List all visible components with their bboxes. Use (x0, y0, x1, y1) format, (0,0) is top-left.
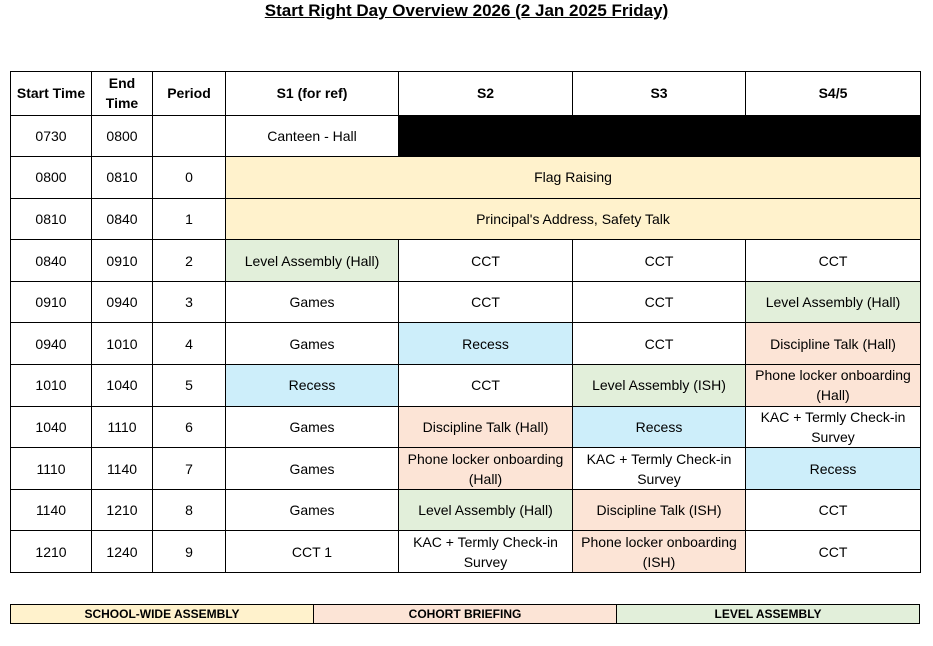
s2-cell: Discipline Talk (Hall) (399, 406, 573, 448)
s3-cell: CCT (573, 323, 746, 365)
cell-edge-mark (920, 199, 921, 214)
s2-cell: Recess (399, 323, 573, 365)
table-row (11, 240, 921, 282)
end-time-cell: 0810 (92, 157, 153, 199)
table-row (11, 406, 921, 448)
end-time-cell: 0910 (92, 240, 153, 282)
end-time-cell: 1240 (92, 531, 153, 573)
s1-cell: Games (226, 448, 399, 490)
s45-cell: CCT (746, 240, 921, 282)
header-s45: S4/5 (746, 72, 921, 116)
s1-cell: Games (226, 489, 399, 531)
schedule-table (10, 71, 921, 573)
header-s1: S1 (for ref) (226, 72, 399, 116)
period-cell: 1 (153, 198, 226, 240)
table-row (11, 448, 921, 490)
page-title: Start Right Day Overview 2026 (2 Jan 2025 Friday) (264, 1, 669, 20)
start-time-cell: 0910 (11, 281, 92, 323)
s3-cell: KAC + Termly Check-in Survey (573, 448, 746, 490)
s2-cell: KAC + Termly Check-in Survey (399, 531, 573, 573)
table-row (11, 531, 921, 573)
end-time-cell: 1040 (92, 365, 153, 407)
s1-cell: Recess (226, 365, 399, 407)
start-time-cell: 1010 (11, 365, 92, 407)
s45-cell: Discipline Talk (Hall) (746, 323, 921, 365)
s3-cell: Recess (573, 406, 746, 448)
start-time-cell: 1040 (11, 406, 92, 448)
s1-cell: Level Assembly (Hall) (226, 240, 399, 282)
header-period: Period (153, 72, 226, 116)
period-cell: 7 (153, 448, 226, 490)
end-time-cell: 1110 (92, 406, 153, 448)
s3-cell: Discipline Talk (ISH) (573, 489, 746, 531)
start-time-cell: 0940 (11, 323, 92, 365)
legend (10, 604, 920, 624)
period-cell (153, 115, 226, 157)
s45-cell: Recess (746, 448, 921, 490)
s1-cell: Canteen - Hall (226, 115, 399, 157)
header-s2: S2 (399, 72, 573, 116)
s1-cell: Games (226, 323, 399, 365)
s2-cell: Phone locker onboarding (Hall) (399, 448, 573, 490)
period-cell: 3 (153, 281, 226, 323)
s2-cell: CCT (399, 240, 573, 282)
header-row (11, 72, 921, 116)
end-time-cell: 1210 (92, 489, 153, 531)
start-time-cell: 1210 (11, 531, 92, 573)
s45-cell: Level Assembly (Hall) (746, 281, 921, 323)
start-time-cell: 1110 (11, 448, 92, 490)
period-cell: 5 (153, 365, 226, 407)
period-cell: 2 (153, 240, 226, 282)
start-time-cell: 1140 (11, 489, 92, 531)
s1-cell: Games (226, 281, 399, 323)
table-row (11, 365, 921, 407)
s3-cell: CCT (573, 281, 746, 323)
s3-cell: CCT (573, 240, 746, 282)
end-time-cell: 0840 (92, 198, 153, 240)
period-cell: 8 (153, 489, 226, 531)
school-wide-cell: Flag Raising (226, 157, 921, 199)
end-time-cell: 0940 (92, 281, 153, 323)
s3-cell: Level Assembly (ISH) (573, 365, 746, 407)
table-row (11, 323, 921, 365)
s1-cell: CCT 1 (226, 531, 399, 573)
start-time-cell: 0800 (11, 157, 92, 199)
table-row (11, 157, 921, 199)
header-start-time: Start Time (11, 72, 92, 116)
start-time-cell: 0810 (11, 198, 92, 240)
blocked-cell (399, 115, 921, 157)
header-s3: S3 (573, 72, 746, 116)
legend-school-wide: SCHOOL-WIDE ASSEMBLY (11, 605, 314, 624)
s2-cell: Level Assembly (Hall) (399, 489, 573, 531)
period-cell: 9 (153, 531, 226, 573)
period-cell: 4 (153, 323, 226, 365)
period-cell: 6 (153, 406, 226, 448)
s2-cell: CCT (399, 365, 573, 407)
table-row (11, 115, 921, 157)
table-row (11, 198, 921, 240)
s1-cell: Games (226, 406, 399, 448)
legend-level-assembly: LEVEL ASSEMBLY (617, 605, 920, 624)
end-time-cell: 1010 (92, 323, 153, 365)
table-row (11, 281, 921, 323)
s45-cell: Phone locker onboarding (Hall) (746, 365, 921, 407)
start-time-cell: 0840 (11, 240, 92, 282)
end-time-cell: 0800 (92, 115, 153, 157)
s45-cell: KAC + Termly Check-in Survey (746, 406, 921, 448)
s3-cell: Phone locker onboarding (ISH) (573, 531, 746, 573)
school-wide-cell: Principal's Address, Safety Talk (226, 198, 921, 240)
s2-cell: CCT (399, 281, 573, 323)
s45-cell: CCT (746, 531, 921, 573)
legend-cohort-briefing: COHORT BRIEFING (314, 605, 617, 624)
table-row (11, 489, 921, 531)
s45-cell: CCT (746, 489, 921, 531)
end-time-cell: 1140 (92, 448, 153, 490)
start-time-cell: 0730 (11, 115, 92, 157)
period-cell: 0 (153, 157, 226, 199)
header-end-time: End Time (92, 72, 153, 116)
